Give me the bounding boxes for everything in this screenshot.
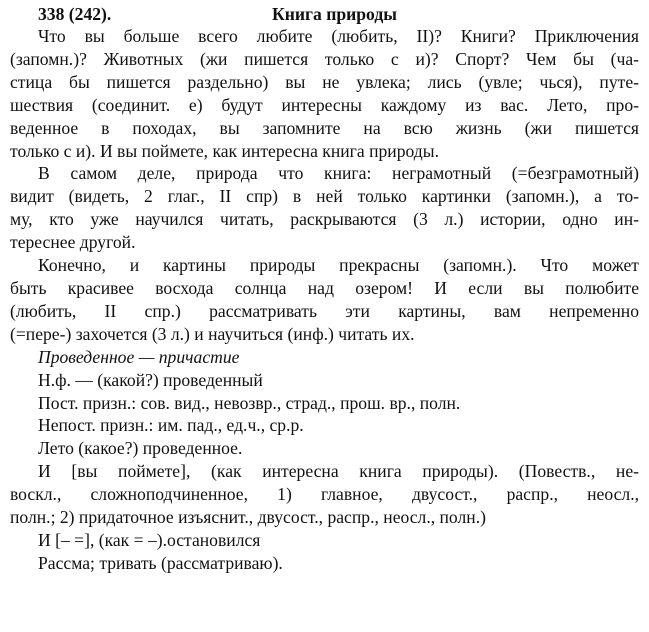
- text-line: (=пере-) захочется (3 л.) и научиться (инф.) читать их.: [10, 323, 415, 344]
- text-line: стица бы пишется раздельно) вы не увлека; лись (увле; чься), путе-: [10, 71, 639, 92]
- analysis-line: Пост. призн.: сов. вид., невозвр., страд., прош. вр., полн.: [38, 392, 461, 413]
- exercise-title: Книга природы: [272, 4, 397, 24]
- word-analysis: [10, 346, 639, 461]
- paragraph-3: [10, 254, 639, 346]
- text-line: веденное в походах, вы запомните на всю жизнь (жи пишется: [10, 117, 639, 138]
- text-line: Конечно, и картины природы прекрасны (запомн.). Что может: [38, 255, 639, 276]
- analysis-line: Н.ф. — (какой?) проведенный: [38, 369, 263, 390]
- paragraph-4: [10, 460, 639, 529]
- analysis-line: Непост. призн.: им. пад., ед.ч., ср.р.: [38, 415, 304, 436]
- text-line: И [вы поймете], (как интересна книга природы). (Повеств., не-: [38, 461, 639, 482]
- sentence-scheme: И [– =], (как = –).остановился: [38, 529, 261, 550]
- text-line: полн.; 2) придаточное изъяснит., двусост., распр., неосл., полн.): [10, 507, 486, 528]
- text-line: Что вы больше всего любите (любить, II)? Книги? Приключения: [38, 26, 639, 46]
- paragraph-2: [10, 162, 639, 254]
- exercise-header: [10, 3, 639, 25]
- analysis-line: Лето (какое?) проведенное.: [38, 438, 243, 459]
- text-line: воскл., сложноподчиненное, 1) главное, двусост., распр., неосл.,: [10, 484, 639, 505]
- text-line: быть красивее восхода солнца над озером! И если вы полюбите: [10, 277, 639, 298]
- paragraph-1: [10, 25, 639, 162]
- text-line: шествия (соединит. е) будут интересны каждому из вас. Лето, про-: [10, 94, 639, 115]
- text-line: му, кто уже научился читать, раскрываются (3 л.) истории, одно ин-: [10, 209, 639, 230]
- sentence-scheme-block: [10, 529, 639, 575]
- text-line: видит (видеть, 2 глаг., II спр) в ней только картинки (запомн.), а то-: [10, 186, 639, 207]
- text-line: только с и). И вы поймете, как интересна книга природы.: [10, 140, 439, 161]
- morpheme-parse: Рассма; тривать (рассматриваю).: [38, 552, 283, 573]
- analysis-line: Проведенное — причастие: [38, 346, 240, 367]
- text-line: тереснее другой.: [10, 232, 136, 253]
- text-line: (любить, II спр.) рассматривать эти картины, вам непременно: [10, 300, 639, 321]
- text-line: (запомн.)? Животных (жи пишется только с и)? Спорт? Чем бы (ча-: [10, 48, 639, 69]
- text-line: В самом деле, природа что книга: неграмотный (=безграмотный): [38, 163, 639, 184]
- exercise-number: 338 (242).: [38, 4, 112, 24]
